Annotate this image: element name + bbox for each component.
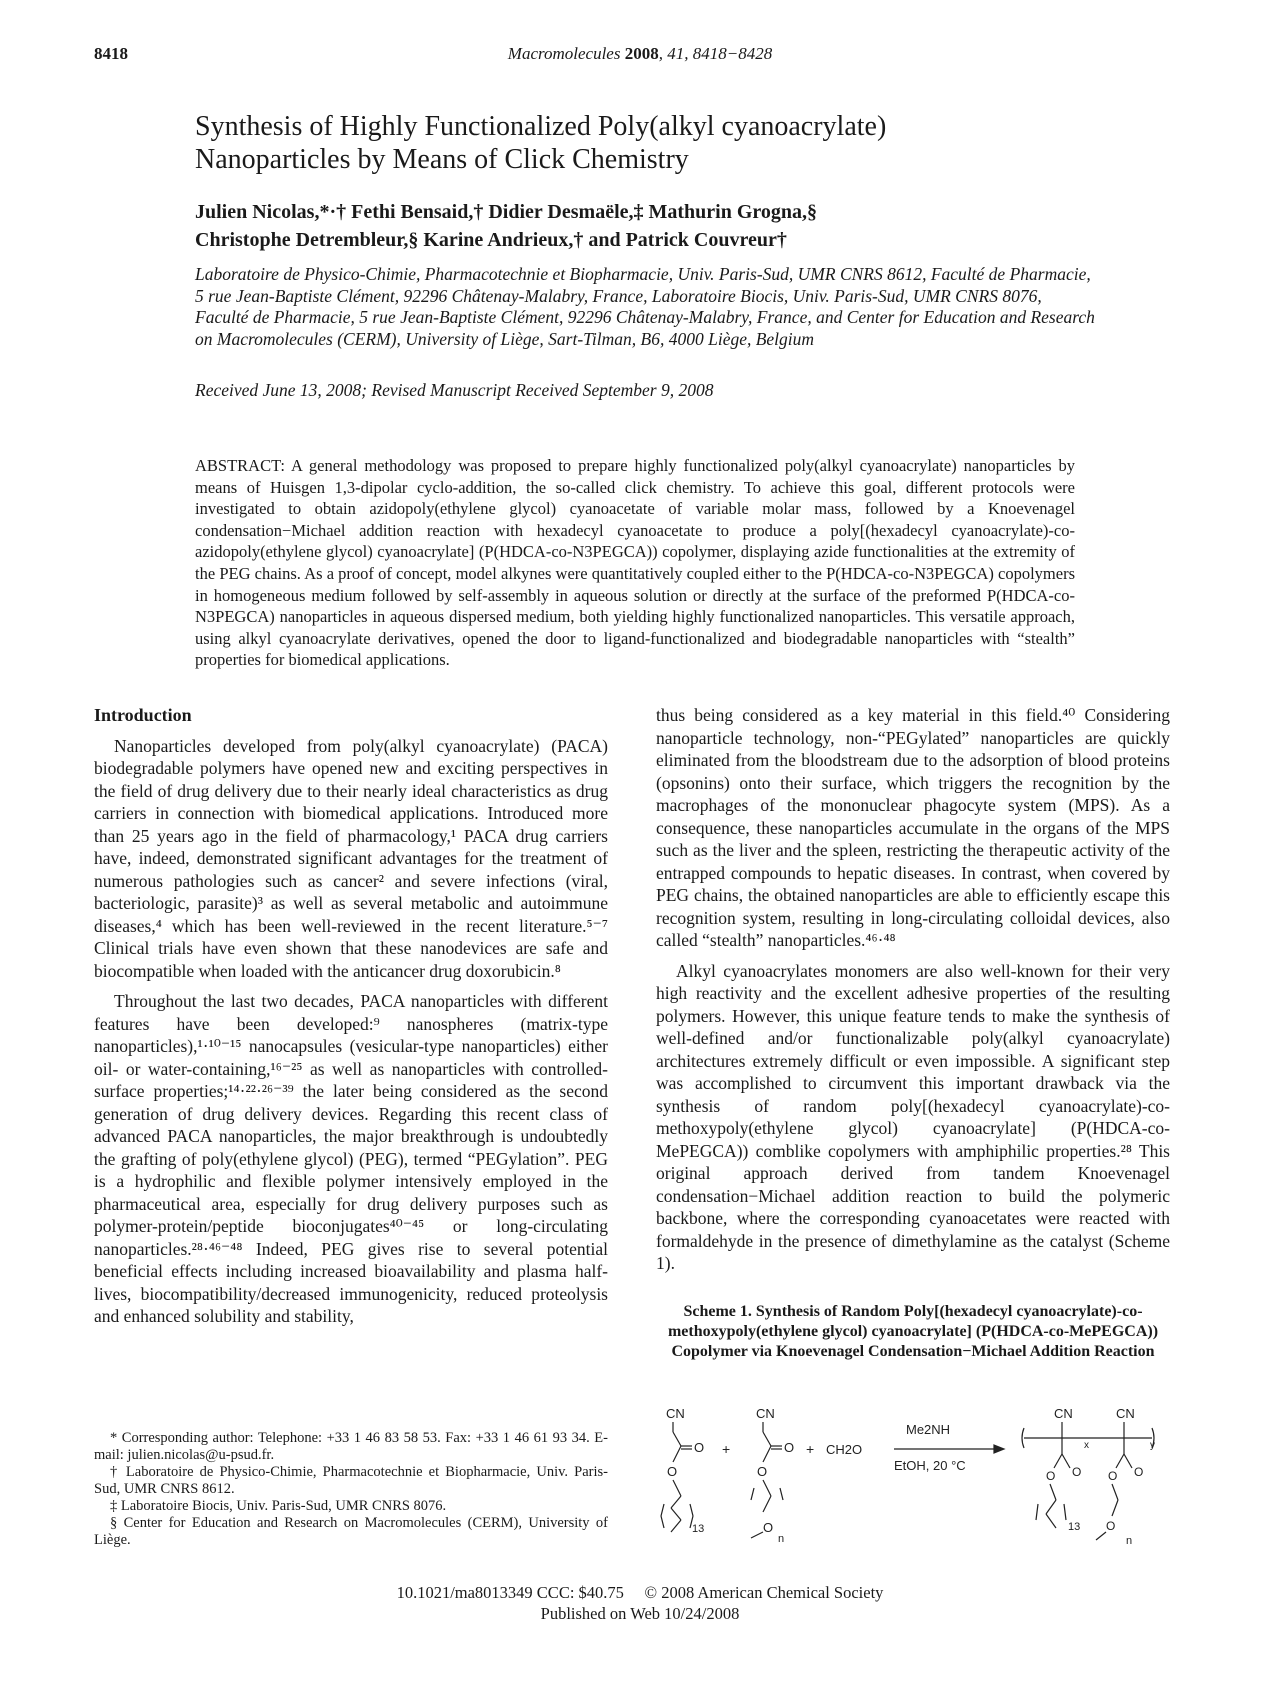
intro-paragraph-2: Throughout the last two decades, PACA nanoparticles with different features have been developed:⁹ nanospheres (matrix-type nanoparticles),¹·¹⁰⁻¹⁵ nanocapsules (vesicular-type nanoparticles) either oil- or water-containing,¹⁶⁻²⁵ as well as nanoparticles with controlled-surface properties;¹⁴·²²·²⁶⁻³⁹ the later being considered as the second generation of drug delivery devices. Regarding this recent class of advanced PACA nanoparticles, the major breakthrough is undoubtedly the grafting of poly(ethylene glycol) (PEG), termed “PEGylation”. PEG is a hydrophilic and flexible polymer intensively employed in the pharmaceutical area, especially for drug delivery purposes such as polymer-protein/peptide bioconjugates⁴⁰⁻⁴⁵ or long-circulating nanoparticles.²⁸·⁴⁶⁻⁴⁸ Indeed, PEG gives rise to several potential beneficial effects including increased bioavailability and plasma half-lives, biocompatibility/decreased immunogenicity, reduced proteolysis and enhanced solubility and stability, — [94, 991, 608, 1326]
p-ester-o-1: O — [1046, 1469, 1056, 1483]
author-list — [195, 198, 1155, 254]
journal-pages: 8418−8428 — [692, 44, 773, 63]
r1-cn-label: CN — [666, 1406, 685, 1421]
conditions-label: EtOH, 20 °C — [894, 1458, 966, 1473]
title-line-2: Nanoparticles by Means of Click Chemistry — [195, 144, 689, 175]
footnotes — [94, 1430, 608, 1549]
left-column — [94, 704, 608, 1328]
right-paragraph-1: thus being considered as a key material in this field.⁴⁰ Considering nanoparticle technology, non-“PEGylated” nanoparticles are quickly eliminated from the bloodstream due to the adsorption of blood proteins (opsonins) onto their surface, which triggers the recognition by the macrophages of the mononuclear phagocyte system (MPS). As a consequence, these nanoparticles accumulate in the organs of the MPS such as the liver and the spleen, restricting the therapeutic activity of the entrapped compounds to hepatic diseases. In contrast, when covered by PEG chains, the obtained nanoparticles are able to efficiently escape this recognition system, resulting in long-circulating colloidal devices, also called “stealth” nanoparticles.⁴⁶·⁴⁸ — [656, 705, 1170, 950]
r2-ether-o: O — [763, 1520, 774, 1535]
r2-repeat-n: n — [778, 1533, 785, 1545]
p-cn-label-1: CN — [1054, 1406, 1073, 1421]
authors-line-1: Julien Nicolas,*·† Fethi Bensaid,† Didier Desmaële,‡ Mathurin Grogna,§ — [195, 201, 818, 223]
p-carbonyl-o-2: O — [1134, 1465, 1144, 1479]
plus-sign-1: + — [722, 1441, 731, 1457]
reactant-mepeg-cyanoacetate — [751, 1406, 794, 1545]
catalyst-label: Me2NH — [906, 1422, 951, 1437]
reactant-hexadecyl-cyanoacetate — [661, 1406, 704, 1535]
right-column — [656, 704, 1170, 1275]
footnote-section: § Center for Education and Research on Macromolecules (CERM), University of Liège. — [94, 1515, 608, 1548]
r1-ester-o: O — [667, 1464, 678, 1479]
p-carbonyl-o-1: O — [1072, 1465, 1082, 1479]
footer-doi-copyright: 10.1021/ma8013349 CCC: $40.75 © 2008 American Chemical Society — [396, 1583, 884, 1602]
p-repeat-13: 13 — [1068, 1521, 1081, 1533]
footer-published: Published on Web 10/24/2008 — [540, 1604, 740, 1623]
p-subscript-y: y — [1150, 1440, 1155, 1451]
product-copolymer — [1022, 1406, 1155, 1547]
r2-ester-o: O — [757, 1464, 768, 1479]
p-ester-o-2: O — [1108, 1469, 1118, 1483]
right-paragraph-2: Alkyl cyanoacrylates monomers are also well-known for their very high reactivity and the excellent adhesive properties of the resulting polymers. However, this unique feature tends to make the synthesis of well-defined and/or functionalizable poly(alkyl cyanoacrylate) architectures extremely difficult or even impossible. A significant step was accomplished to circumvent this important drawback via the synthesis of random poly[(hexadecyl cyanoacrylate)-co-methoxypoly(ethylene glycol) cyanoacrylate] (P(HDCA-co-MePEGCA)) comblike copolymers with amphiphilic properties.²⁸ This original approach derived from tandem Knoevenagel condensation−Michael addition reaction to build the polymeric backbone, where the corresponding cyanoacetates were reacted with formaldehyde in the presence of dimethylamine as the catalyst (Scheme 1). — [656, 960, 1170, 1273]
scheme-1-reaction-figure — [656, 1404, 1170, 1574]
footnote-dagger: † Laboratoire de Physico-Chimie, Pharmacotechnie et Biopharmacie, Univ. Paris-Sud, UMR CNRS 8612. — [94, 1464, 608, 1497]
footnote-corresponding-author: * Corresponding author: Telephone: +33 1 46 83 58 53. Fax: +33 1 46 61 93 34. E-mail: julien.nicolas@u-psud.fr. — [94, 1430, 608, 1463]
p-cn-label-2: CN — [1116, 1406, 1135, 1421]
title-line-1: Synthesis of Highly Functionalized Poly(alkyl cyanoacrylate) — [195, 111, 887, 142]
abstract: ABSTRACT: A general methodology was proposed to prepare highly functionalized poly(alkyl cyanoacrylate) nanoparticles by means of Huisgen 1,3-dipolar cyclo-addition, the so-called click chemistry. To achieve this goal, different protocols were investigated to obtain azidopoly(ethylene glycol) cyanoacetate of variable molar mass, followed by a Knoevenagel condensation−Michael addition reaction with hexadecyl cyanoacetate to produce a poly[(hexadecyl cyanoacrylate)-co-azidopoly(ethylene glycol) cyanoacrylate] (P(HDCA-co-N3PEGCA)) copolymer, displaying azide functionalities at the extremity of the PEG chains. As a proof of concept, model alkynes were quantitatively coupled either to the P(HDCA-co-N3PEGCA) copolymers in homogeneous medium followed by self-assembly in aqueous solution or directly at the surface of the preformed P(HDCA-co-N3PEGCA) nanoparticles in aqueous dispersed medium, both yielding highly functionalized nanoparticles. This versatile approach, using alkyl cyanoacrylate derivatives, opened the door to ligand-functionalized and biodegradable nanoparticles with “stealth” properties for biomedical applications. — [195, 456, 1075, 670]
page-number: 8418 — [94, 44, 128, 63]
r2-carbonyl-o: O — [784, 1440, 795, 1455]
scheme-caption: Scheme 1. Synthesis of Random Poly[(hexadecyl cyanoacrylate)-co-methoxypoly(ethylene glycol) cyanoacrylate] (P(HDCA-co-MePEGCA)) Copolymer via Knoevenagel Condensation−Michael Addition Reaction — [667, 1303, 1159, 1360]
r1-repeat-13: 13 — [692, 1523, 705, 1535]
received-dates: Received June 13, 2008; Revised Manuscript Received September 9, 2008 — [195, 380, 714, 400]
reaction-arrow-head — [994, 1445, 1004, 1453]
journal-name: Macromolecules — [507, 44, 621, 63]
authors-line-2: Christophe Detrembleur,§ Karine Andrieux,† and Patrick Couvreur† — [195, 229, 787, 251]
formaldehyde-label: CH2O — [826, 1442, 863, 1457]
intro-paragraph-1: Nanoparticles developed from poly(alkyl cyanoacrylate) (PACA) biodegradable polymers have opened new and exciting perspectives in the field of drug delivery due to their nearly ideal characteristics as drug carriers in connection with biomedical applications. Introduced more than 25 years ago in the field of pharmacology,¹ PACA drug carriers have, indeed, demonstrated significant advantages for the treatment of numerous pathologies such as cancer² and severe infections (viral, bacteriologic, parasite)³ as well as several metabolic and autoimmune diseases,⁴ which has been well-reviewed in the recent literature.⁵⁻⁷ Clinical trials have even shown that these nanodevices are safe and biocompatible when loaded with the anticancer drug doxorubicin.⁸ — [94, 735, 608, 981]
journal-citation: Macromolecules 2008, 41, 8418−8428 — [507, 44, 773, 63]
journal-year: 2008 — [624, 44, 659, 63]
p-ether-o: O — [1106, 1519, 1116, 1533]
footnote-double-dagger: ‡ Laboratoire Biocis, Univ. Paris-Sud, UMR CNRS 8076. — [110, 1498, 447, 1514]
article-title — [195, 110, 1155, 176]
journal-volume: 41 — [667, 44, 685, 63]
p-repeat-n: n — [1126, 1535, 1133, 1547]
plus-sign-2: + — [806, 1441, 815, 1457]
affiliations: Laboratoire de Physico-Chimie, Pharmacotechnie et Biopharmacie, Univ. Paris-Sud, UMR CNRS 8612, Faculté de Pharmacie, 5 rue Jean-Baptiste Clément, 92296 Châtenay-Malabry, France, Laboratoire Biocis, Univ. Paris-Sud, UMR CNRS 8076, Faculté de Pharmacie, 5 rue Jean-Baptiste Clément, 92296 Châtenay-Malabry, France, and Center for Education and Research on Macromolecules (CERM), University of Liège, Sart-Tilman, B6, 4000 Liège, Belgium — [195, 264, 1095, 349]
p-subscript-x: x — [1084, 1440, 1089, 1451]
r2-cn-label: CN — [756, 1406, 775, 1421]
introduction-heading: Introduction — [94, 705, 192, 725]
r1-carbonyl-o: O — [694, 1440, 705, 1455]
